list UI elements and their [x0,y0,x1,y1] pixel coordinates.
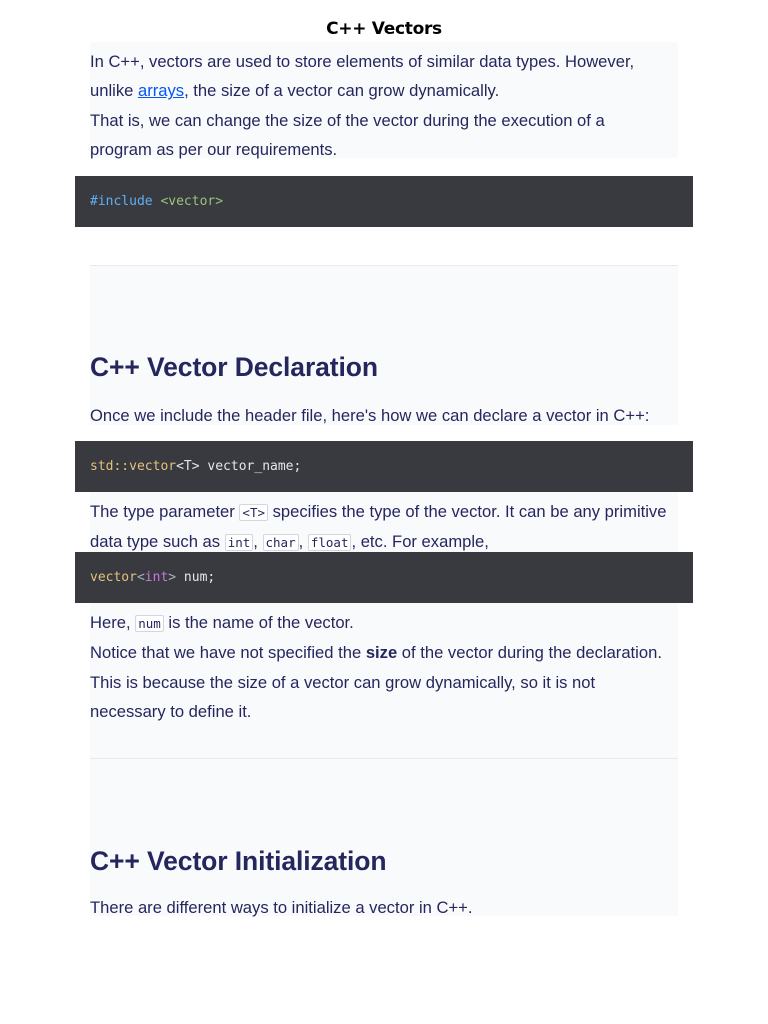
size-note-start: Notice that we have not specified the [90,643,366,663]
inline-code-float: float [308,534,352,551]
intro-line-1: In C++, vectors are used to store elements of similar data types. However, [90,52,635,71]
separator-2: , [298,532,308,552]
code-block-example [75,552,693,603]
declaration-notes [90,608,662,727]
code-block-declaration-syntax [75,441,693,492]
size-note-line-1 [90,638,662,667]
size-note-end: of the vector during the declaration. [397,643,662,663]
type-param-text-end: specifies the type of the vector. It can be any primitive [268,502,667,521]
code-gt: > [168,570,177,585]
code-include-header: <vector> [160,194,224,209]
section-divider-2 [90,758,678,759]
arrays-link[interactable]: arrays [137,81,185,101]
code-num-name: num; [176,570,216,585]
section-divider [90,265,678,266]
intro-line-3: That is, we can change the size of the vector during the execution of a [90,110,605,130]
code-lt: < [136,570,145,585]
code-block-include [75,176,693,227]
type-parameter-line-1 [90,497,666,527]
inline-code-char: char [263,534,299,551]
intro-line-2-end: , the size of a vector can grow dynamically. [184,81,500,101]
size-note-line-3: necessary to define it. [90,702,252,722]
type-parameter-paragraph [90,497,666,558]
separator-1: , [253,532,263,552]
intro-paragraph [90,47,634,165]
section-heading-initialization: C++ Vector Initialization [90,846,387,876]
code-std-vector: std::vector [90,459,177,474]
page-title: C++ Vectors [326,19,442,39]
vector-name-line [90,608,662,638]
code-type-param: <T> [176,459,200,474]
initialization-intro-paragraph: There are different ways to initialize a vector in C++. [90,898,473,917]
inline-code-t: <T> [239,504,268,521]
section-heading-declaration: C++ Vector Declaration [90,352,378,382]
declaration-intro-paragraph: Once we include the header file, here's how we can declare a vector in C++: [90,406,650,425]
code-vector-name: vector_name; [199,459,302,474]
intro-line-2-start: unlike [90,81,138,101]
type-param-line-2-start: data type such as [90,532,225,552]
vector-name-text-start: Here, [90,613,136,632]
vector-name-text-end: is the name of the vector. [163,613,354,632]
code-int-keyword: int [144,570,169,585]
intro-line-4: program as per our requirements. [90,140,338,160]
type-param-text-start: The type parameter [90,502,240,521]
inline-code-int: int [225,534,254,551]
inline-code-num: num [135,615,164,632]
size-bold: size [365,643,398,663]
type-param-line-2-end: , etc. For example, [351,532,489,552]
size-note-line-2: This is because the size of a vector can grow dynamically, so it is not [90,672,596,692]
code-include-directive: #include [90,194,153,209]
code-vector-type: vector [90,570,137,585]
intro-line-2 [90,76,634,105]
